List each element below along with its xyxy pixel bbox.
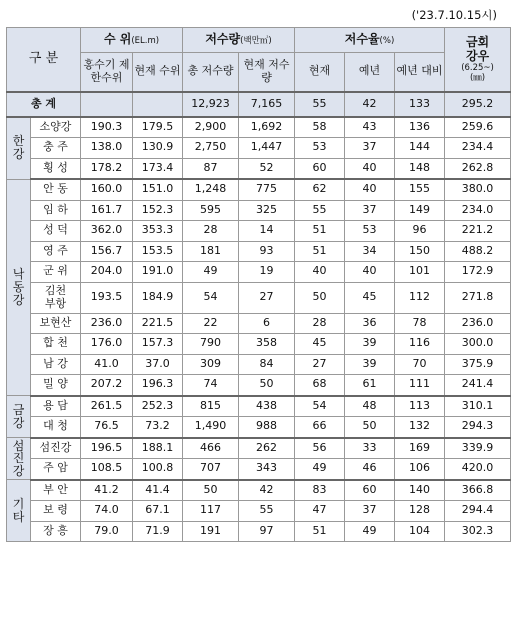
dam-name-text: 합 천 xyxy=(43,336,68,350)
dam-name xyxy=(31,117,81,138)
cell-current-rate: 58 xyxy=(295,117,345,138)
dam-name-text: 주 암 xyxy=(43,461,68,475)
cell-current-storage: 988 xyxy=(239,417,295,438)
water-level-unit: (EL.m) xyxy=(131,36,160,47)
cell-total-storage: 815 xyxy=(183,396,239,417)
cell-current-rate: 56 xyxy=(295,438,345,459)
cell-current-rate: 28 xyxy=(295,313,345,334)
cell-flood-limit: 138.0 xyxy=(81,138,133,159)
dam-name-text: 보 령 xyxy=(43,503,68,517)
cell-normal-rate: 34 xyxy=(345,241,395,262)
cell-vs-normal: 111 xyxy=(395,375,445,396)
total-row xyxy=(7,92,511,117)
cell-current-level: 184.9 xyxy=(133,282,183,313)
dam-name xyxy=(31,138,81,159)
cell-current-level: 173.4 xyxy=(133,158,183,179)
cell-total-storage: 595 xyxy=(183,200,239,221)
dam-name-text: 장 흥 xyxy=(43,523,68,537)
cell-current-rate: 68 xyxy=(295,375,345,396)
dam-name xyxy=(31,354,81,375)
cell-normal-rate: 36 xyxy=(345,313,395,334)
cell-current-rate: 50 xyxy=(295,282,345,313)
cell-rain: 259.6 xyxy=(445,117,511,138)
cell-current-storage: 84 xyxy=(239,354,295,375)
cell-vs-normal: 136 xyxy=(395,117,445,138)
dam-name-text: 김천부항 xyxy=(44,283,67,310)
table-row xyxy=(7,179,511,200)
cell-total-storage: 54 xyxy=(183,282,239,313)
cell-vs-normal: 96 xyxy=(395,221,445,242)
cell-current-storage: 42 xyxy=(239,480,295,501)
cell-current-storage: 27 xyxy=(239,282,295,313)
cell-normal-rate: 40 xyxy=(345,262,395,283)
cell-total-storage: 790 xyxy=(183,334,239,355)
cell-normal-rate: 40 xyxy=(345,158,395,179)
cell-vs-normal: 132 xyxy=(395,417,445,438)
dam-name xyxy=(31,459,81,480)
cell-current-level: 157.3 xyxy=(133,334,183,355)
cell-current-rate: 54 xyxy=(295,396,345,417)
cell-total-storage: 74 xyxy=(183,375,239,396)
table-row xyxy=(7,221,511,242)
cell-current-storage: 55 xyxy=(239,501,295,522)
region-text: 섬진강 xyxy=(12,438,25,478)
cell-total-storage: 1,248 xyxy=(183,179,239,200)
cell-current-storage: 14 xyxy=(239,221,295,242)
cell-current-level: 37.0 xyxy=(133,354,183,375)
cell-normal-rate: 33 xyxy=(345,438,395,459)
cell-vs-normal: 101 xyxy=(395,262,445,283)
table-row xyxy=(7,396,511,417)
header-rain xyxy=(445,28,511,92)
cell-current-level: 73.2 xyxy=(133,417,183,438)
dam-name xyxy=(31,158,81,179)
dam-name-text: 영 주 xyxy=(43,243,68,257)
header-flood-limit: 홍수기 제한수위 xyxy=(81,53,133,92)
cell-normal-rate: 61 xyxy=(345,375,395,396)
dam-name xyxy=(31,438,81,459)
dam-name-text: 밀 양 xyxy=(43,377,68,391)
dam-name xyxy=(31,179,81,200)
cell-current-storage: 343 xyxy=(239,459,295,480)
cell-current-rate: 55 xyxy=(295,200,345,221)
cell-rain: 380.0 xyxy=(445,179,511,200)
cell-vs-normal: 144 xyxy=(395,138,445,159)
cell-vs-normal: 128 xyxy=(395,501,445,522)
dam-name xyxy=(31,262,81,283)
cell-normal-rate: 43 xyxy=(345,117,395,138)
cell-total-storage: 181 xyxy=(183,241,239,262)
table-row xyxy=(7,334,511,355)
cell-current-level: 100.8 xyxy=(133,459,183,480)
dam-name xyxy=(31,417,81,438)
cell-current-level: 67.1 xyxy=(133,501,183,522)
cell-vs-normal: 78 xyxy=(395,313,445,334)
cell-vs-normal: 169 xyxy=(395,438,445,459)
dam-name xyxy=(31,501,81,522)
cell-current-rate: 49 xyxy=(295,459,345,480)
header-vs-normal: 예년 대비 xyxy=(395,53,445,92)
cell-current-rate: 62 xyxy=(295,179,345,200)
cell-flood-limit: 190.3 xyxy=(81,117,133,138)
cell-normal-rate: 49 xyxy=(345,521,395,542)
region-text: 한강 xyxy=(12,134,25,161)
table-row xyxy=(7,241,511,262)
table-row xyxy=(7,375,511,396)
header-rate xyxy=(295,28,445,53)
dam-name-text: 소양강 xyxy=(39,119,72,133)
cell-current-rate: 27 xyxy=(295,354,345,375)
dam-name-text: 성 덕 xyxy=(43,223,68,237)
dam-name-text: 안 동 xyxy=(43,182,68,196)
cell-current-storage: 775 xyxy=(239,179,295,200)
dam-name xyxy=(31,334,81,355)
cell-current-rate: 66 xyxy=(295,417,345,438)
cell-flood-limit: 41.0 xyxy=(81,354,133,375)
cell-current-level: 151.0 xyxy=(133,179,183,200)
cell-current-level: 196.3 xyxy=(133,375,183,396)
total-vs-normal: 133 xyxy=(395,92,445,117)
cell-rain: 234.4 xyxy=(445,138,511,159)
cell-current-storage: 52 xyxy=(239,158,295,179)
cell-vs-normal: 104 xyxy=(395,521,445,542)
cell-rain: 300.0 xyxy=(445,334,511,355)
dam-name-text: 부 안 xyxy=(43,482,68,496)
table-row xyxy=(7,200,511,221)
dam-name xyxy=(31,221,81,242)
cell-flood-limit: 176.0 xyxy=(81,334,133,355)
cell-flood-limit: 79.0 xyxy=(81,521,133,542)
cell-rain: 271.8 xyxy=(445,282,511,313)
cell-rain: 236.0 xyxy=(445,313,511,334)
total-current-rate: 55 xyxy=(295,92,345,117)
region-text: 기타 xyxy=(12,496,25,524)
cell-flood-limit: 178.2 xyxy=(81,158,133,179)
cell-current-storage: 93 xyxy=(239,241,295,262)
dam-name-text: 용 담 xyxy=(43,398,68,412)
cell-rain: 294.4 xyxy=(445,501,511,522)
dam-name-text: 보현산 xyxy=(39,315,72,329)
dam-name xyxy=(31,396,81,417)
total-current-level xyxy=(133,92,183,117)
cell-total-storage: 191 xyxy=(183,521,239,542)
cell-vs-normal: 140 xyxy=(395,480,445,501)
water-level-title: 수 위 xyxy=(103,32,132,47)
total-rain: 295.2 xyxy=(445,92,511,117)
cell-flood-limit: 261.5 xyxy=(81,396,133,417)
cell-flood-limit: 204.0 xyxy=(81,262,133,283)
total-current-storage: 7,165 xyxy=(239,92,295,117)
header-total-storage: 총 저수량 xyxy=(183,53,239,92)
cell-vs-normal: 116 xyxy=(395,334,445,355)
cell-flood-limit: 160.0 xyxy=(81,179,133,200)
cell-current-rate: 51 xyxy=(295,241,345,262)
cell-current-storage: 262 xyxy=(239,438,295,459)
dam-name-text: 횡 성 xyxy=(43,160,68,174)
cell-vs-normal: 106 xyxy=(395,459,445,480)
dam-name xyxy=(31,282,81,313)
cell-current-storage: 19 xyxy=(239,262,295,283)
header-normal-rate: 예년 xyxy=(345,53,395,92)
cell-rain: 294.3 xyxy=(445,417,511,438)
report-date: ('23.7.10.15시) xyxy=(411,8,497,22)
cell-rain: 172.9 xyxy=(445,262,511,283)
cell-current-rate: 83 xyxy=(295,480,345,501)
dam-name xyxy=(31,480,81,501)
header-current-rate: 현재 xyxy=(295,53,345,92)
cell-normal-rate: 39 xyxy=(345,354,395,375)
cell-rain: 488.2 xyxy=(445,241,511,262)
cell-flood-limit: 76.5 xyxy=(81,417,133,438)
table-row xyxy=(7,438,511,459)
cell-current-storage: 438 xyxy=(239,396,295,417)
cell-total-storage: 1,490 xyxy=(183,417,239,438)
cell-current-level: 71.9 xyxy=(133,521,183,542)
cell-total-storage: 28 xyxy=(183,221,239,242)
cell-current-level: 153.5 xyxy=(133,241,183,262)
cell-total-storage: 2,750 xyxy=(183,138,239,159)
cell-current-storage: 1,447 xyxy=(239,138,295,159)
cell-rain: 302.3 xyxy=(445,521,511,542)
total-label: 총 계 xyxy=(7,92,81,117)
dam-name xyxy=(31,241,81,262)
cell-normal-rate: 48 xyxy=(345,396,395,417)
cell-rain: 366.8 xyxy=(445,480,511,501)
dam-name-text: 대 청 xyxy=(43,419,68,433)
cell-total-storage: 466 xyxy=(183,438,239,459)
cell-vs-normal: 150 xyxy=(395,241,445,262)
cell-current-level: 130.9 xyxy=(133,138,183,159)
cell-flood-limit: 196.5 xyxy=(81,438,133,459)
table-row xyxy=(7,521,511,542)
cell-current-rate: 51 xyxy=(295,521,345,542)
cell-rain: 420.0 xyxy=(445,459,511,480)
region-label xyxy=(7,179,31,396)
cell-rain: 375.9 xyxy=(445,354,511,375)
cell-rain: 221.2 xyxy=(445,221,511,242)
cell-flood-limit: 161.7 xyxy=(81,200,133,221)
cell-flood-limit: 74.0 xyxy=(81,501,133,522)
dam-name-text: 섬진강 xyxy=(39,440,72,454)
cell-total-storage: 707 xyxy=(183,459,239,480)
cell-vs-normal: 70 xyxy=(395,354,445,375)
cell-flood-limit: 193.5 xyxy=(81,282,133,313)
cell-current-rate: 53 xyxy=(295,138,345,159)
cell-current-level: 353.3 xyxy=(133,221,183,242)
table-body xyxy=(7,92,511,542)
header-current-level: 현재 수위 xyxy=(133,53,183,92)
cell-flood-limit: 362.0 xyxy=(81,221,133,242)
cell-total-storage: 87 xyxy=(183,158,239,179)
table-row xyxy=(7,501,511,522)
dam-name-text: 임 하 xyxy=(43,202,68,216)
cell-current-level: 188.1 xyxy=(133,438,183,459)
header-gubun: 구 분 xyxy=(7,28,81,92)
table-row xyxy=(7,354,511,375)
cell-normal-rate: 37 xyxy=(345,200,395,221)
rain-period: (6.25~) xyxy=(461,62,494,73)
table-row xyxy=(7,117,511,138)
cell-normal-rate: 50 xyxy=(345,417,395,438)
cell-rain: 241.4 xyxy=(445,375,511,396)
cell-current-level: 221.5 xyxy=(133,313,183,334)
rain-title: 금회강우 xyxy=(465,35,490,64)
region-label xyxy=(7,396,31,438)
cell-current-rate: 60 xyxy=(295,158,345,179)
cell-normal-rate: 39 xyxy=(345,334,395,355)
cell-normal-rate: 60 xyxy=(345,480,395,501)
rate-title: 저수율 xyxy=(344,32,380,47)
region-text: 금강 xyxy=(12,402,25,430)
storage-title: 저수량 xyxy=(205,32,241,47)
cell-flood-limit: 207.2 xyxy=(81,375,133,396)
region-label xyxy=(7,117,31,180)
cell-vs-normal: 113 xyxy=(395,396,445,417)
cell-total-storage: 309 xyxy=(183,354,239,375)
cell-total-storage: 22 xyxy=(183,313,239,334)
table-row xyxy=(7,262,511,283)
header-water-level xyxy=(81,28,183,53)
region-text: 낙동강 xyxy=(12,267,25,307)
cell-normal-rate: 45 xyxy=(345,282,395,313)
cell-current-storage: 358 xyxy=(239,334,295,355)
cell-current-level: 152.3 xyxy=(133,200,183,221)
table-row xyxy=(7,417,511,438)
cell-current-rate: 51 xyxy=(295,221,345,242)
cell-current-rate: 47 xyxy=(295,501,345,522)
storage-unit: (백만㎥) xyxy=(240,36,272,47)
cell-current-storage: 325 xyxy=(239,200,295,221)
cell-rain: 339.9 xyxy=(445,438,511,459)
cell-current-storage: 50 xyxy=(239,375,295,396)
dam-name-text: 남 강 xyxy=(43,356,68,370)
table-row xyxy=(7,282,511,313)
cell-flood-limit: 156.7 xyxy=(81,241,133,262)
cell-rain: 262.8 xyxy=(445,158,511,179)
total-total-storage: 12,923 xyxy=(183,92,239,117)
cell-normal-rate: 37 xyxy=(345,501,395,522)
dam-name-text: 군 위 xyxy=(43,264,68,278)
total-flood-limit xyxy=(81,92,133,117)
dam-name xyxy=(31,521,81,542)
dam-name-text: 충 주 xyxy=(43,140,68,154)
cell-vs-normal: 155 xyxy=(395,179,445,200)
cell-current-level: 41.4 xyxy=(133,480,183,501)
cell-vs-normal: 148 xyxy=(395,158,445,179)
cell-current-rate: 40 xyxy=(295,262,345,283)
cell-rain: 310.1 xyxy=(445,396,511,417)
table-row xyxy=(7,313,511,334)
cell-current-rate: 45 xyxy=(295,334,345,355)
table-row xyxy=(7,459,511,480)
cell-current-storage: 6 xyxy=(239,313,295,334)
header-current-storage: 현재 저수량 xyxy=(239,53,295,92)
rate-unit: (%) xyxy=(379,36,395,47)
cell-current-level: 179.5 xyxy=(133,117,183,138)
cell-current-storage: 97 xyxy=(239,521,295,542)
total-normal-rate: 42 xyxy=(345,92,395,117)
cell-vs-normal: 149 xyxy=(395,200,445,221)
cell-current-storage: 1,692 xyxy=(239,117,295,138)
cell-flood-limit: 41.2 xyxy=(81,480,133,501)
region-label xyxy=(7,480,31,542)
cell-current-level: 191.0 xyxy=(133,262,183,283)
cell-normal-rate: 37 xyxy=(345,138,395,159)
header-storage xyxy=(183,28,295,53)
cell-rain: 234.0 xyxy=(445,200,511,221)
dam-name xyxy=(31,375,81,396)
cell-total-storage: 2,900 xyxy=(183,117,239,138)
cell-current-level: 252.3 xyxy=(133,396,183,417)
dam-name xyxy=(31,200,81,221)
cell-flood-limit: 108.5 xyxy=(81,459,133,480)
table-row xyxy=(7,158,511,179)
table-row xyxy=(7,138,511,159)
cell-total-storage: 50 xyxy=(183,480,239,501)
cell-normal-rate: 46 xyxy=(345,459,395,480)
cell-normal-rate: 40 xyxy=(345,179,395,200)
dam-name xyxy=(31,313,81,334)
cell-total-storage: 117 xyxy=(183,501,239,522)
dam-storage-table xyxy=(6,27,511,542)
region-label xyxy=(7,438,31,480)
cell-vs-normal: 112 xyxy=(395,282,445,313)
cell-flood-limit: 236.0 xyxy=(81,313,133,334)
cell-total-storage: 49 xyxy=(183,262,239,283)
table-row xyxy=(7,480,511,501)
cell-normal-rate: 53 xyxy=(345,221,395,242)
rain-unit: (㎜) xyxy=(469,72,486,83)
